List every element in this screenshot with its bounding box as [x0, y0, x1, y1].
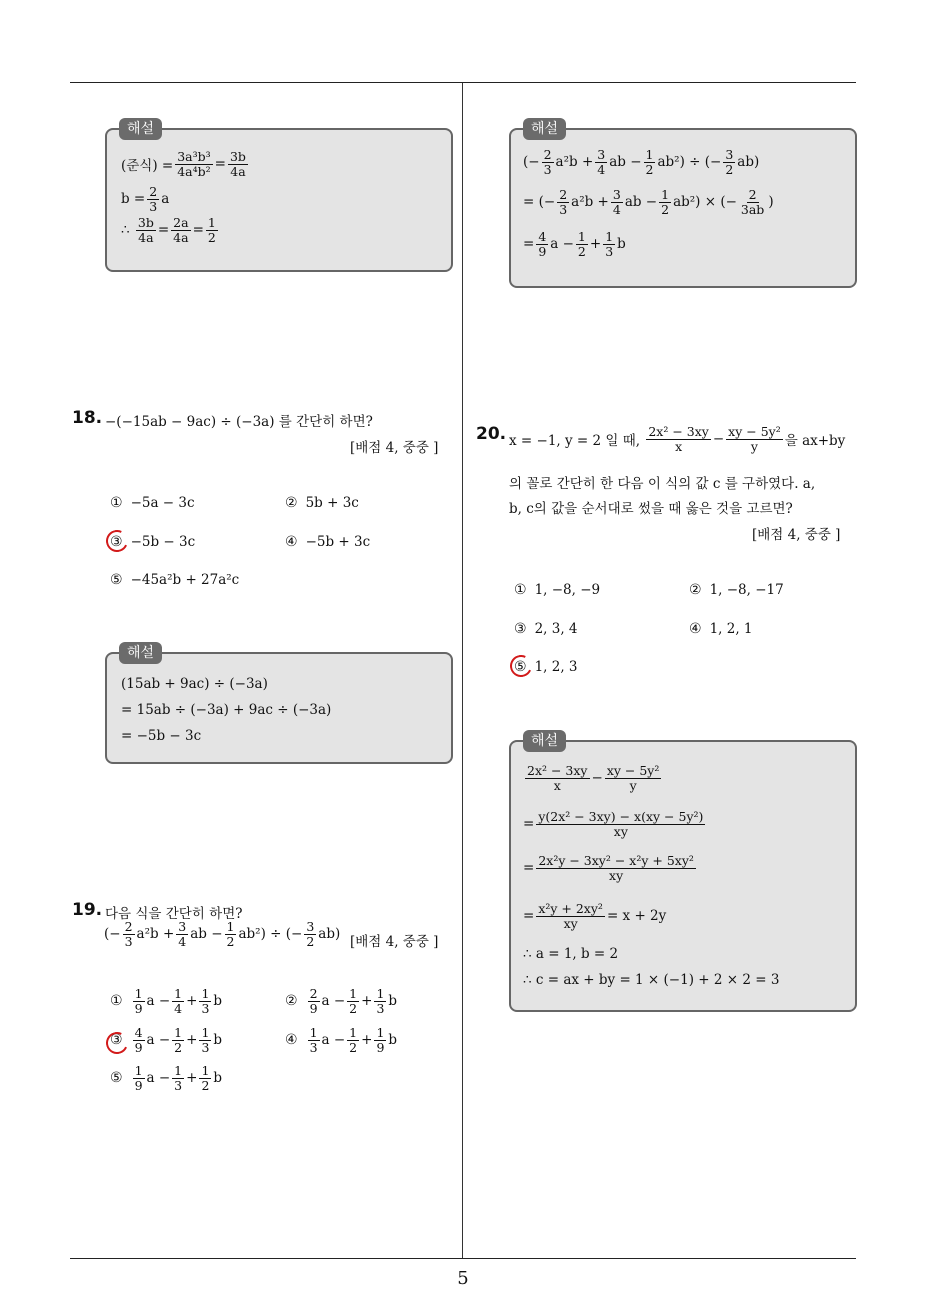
- solution-line: = 15ab ÷ (−3a) + 9ac ÷ (−3a): [121, 702, 332, 718]
- solution-box-18: [105, 645, 453, 764]
- solution-line: ∴ a = 1, b = 2: [523, 946, 619, 962]
- choice-item[interactable]: ② 5b + 3c: [285, 495, 359, 511]
- choice-item[interactable]: ① $\frac{1}{9}$ a − $\frac{1}{4}$ + $\frac{1}{3}$ b: [110, 986, 223, 1016]
- solution-line: b = $\frac{2}{3}$ a: [121, 184, 170, 214]
- question-number: 18.: [72, 408, 103, 428]
- choice-item[interactable]: ④ $\frac{1}{3}$ a − $\frac{1}{2}$ + $\frac{1}{9}$ b: [285, 1025, 398, 1055]
- question-expression: (− $\frac{2}{3}$ a²b + $\frac{3}{4}$ ab − $\frac{1}{2}$ ab²) ÷ (− $\frac{3}{2}$ ab): [104, 919, 341, 949]
- question-text: 다음 식을 간단히 하면?: [105, 906, 243, 922]
- solution-box-20: [509, 733, 857, 1012]
- top-rule: [70, 82, 856, 83]
- solution-line: ∴ c = ax + by = 1 × (−1) + 2 × 2 = 3: [523, 972, 780, 988]
- choice-item[interactable]: ④ 1, 2, 1: [689, 621, 753, 637]
- question-text: 의 꼴로 간단히 한 다음 이 식의 값 c 를 구하였다. a,: [509, 476, 816, 492]
- solution-line: (− $\frac{2}{3}$ a²b + $\frac{3}{4}$ ab − $\frac{1}{2}$ ab²) ÷ (− $\frac{3}{2}$ ab): [523, 147, 760, 177]
- question-number: 19.: [72, 900, 103, 920]
- choice-item[interactable]: ③ 2, 3, 4: [514, 621, 578, 637]
- choice-item[interactable]: ⑤ −45a²b + 27a²c: [110, 572, 240, 588]
- solution-tag: 해설: [119, 642, 162, 664]
- solution-line: = $\frac{\text{x²y + 2xy²}}{xy}$ = x + 2y: [523, 901, 667, 931]
- solution-line: (준식) = $\frac{\text{3a³b³}}{\text{4a⁴b²}}$ = $\frac{3b}{4a}$: [121, 149, 246, 179]
- choice-item[interactable]: ⑤ $\frac{1}{9}$ a − $\frac{1}{3}$ + $\frac{1}{2}$ b: [110, 1063, 223, 1093]
- question-number: 20.: [476, 424, 507, 444]
- points-label: [배점 4, 중중 ]: [350, 934, 439, 950]
- question-text: x = −1, y = 2 일 때, $\frac{\text{2x² − 3xy}}{x}$ − $\frac{\text{xy − 5y²}}{y}$ 을 ax+by: [509, 424, 846, 454]
- choice-item[interactable]: ① 1, −8, −9: [514, 582, 601, 598]
- choice-item[interactable]: ④ −5b + 3c: [285, 534, 371, 550]
- solution-box-19: [509, 121, 857, 288]
- solution-line: = $\frac{\text{y(2x² − 3xy) − x(xy − 5y²)}}{xy}$: [523, 809, 704, 839]
- solution-tag: 해설: [119, 118, 162, 140]
- bottom-rule: [70, 1258, 856, 1259]
- solution-line: = (− $\frac{2}{3}$ a²b + $\frac{3}{4}$ ab − $\frac{1}{2}$ ab²) × (− $\frac{2}{3ab}$ ): [523, 187, 774, 217]
- points-label: [배점 4, 중중 ]: [752, 527, 841, 543]
- solution-line: $\frac{\text{2x² − 3xy}}{x}$ − $\frac{\text{xy − 5y²}}{y}$: [527, 763, 660, 793]
- solution-box-17: [105, 121, 453, 272]
- choice-item[interactable]: ② 1, −8, −17: [689, 582, 784, 598]
- solution-line: = −5b − 3c: [121, 728, 202, 744]
- answer-circle-mark: [507, 652, 535, 680]
- question-text: b, c의 값을 순서대로 썼을 때 옳은 것을 고르면?: [509, 501, 793, 517]
- points-label: [배점 4, 중중 ]: [350, 440, 439, 456]
- solution-line: = $\frac{4}{9}$ a − $\frac{1}{2}$ + $\frac{1}{3}$ b: [523, 229, 626, 259]
- choice-item[interactable]: ③ $\frac{4}{9}$ a − $\frac{1}{2}$ + $\frac{1}{3}$ b: [110, 1025, 223, 1055]
- page-number: 5: [457, 1268, 469, 1289]
- choice-item[interactable]: ③ −5b − 3c: [110, 534, 196, 550]
- choice-item[interactable]: ② $\frac{2}{9}$ a − $\frac{1}{2}$ + $\frac{1}{3}$ b: [285, 986, 398, 1016]
- choice-item[interactable]: ⑤ 1, 2, 3: [514, 659, 578, 675]
- column-divider: [462, 83, 463, 1258]
- solution-line: ∴ $\frac{3b}{4a}$ = $\frac{2a}{4a}$ = $\frac{1}{2}$: [121, 215, 216, 245]
- solution-line: (15ab + 9ac) ÷ (−3a): [121, 676, 268, 692]
- answer-circle-mark: [103, 527, 131, 555]
- choice-item[interactable]: ① −5a − 3c: [110, 495, 195, 511]
- solution-tag: 해설: [523, 730, 566, 752]
- solution-tag: 해설: [523, 118, 566, 140]
- question-text: −(−15ab − 9ac) ÷ (−3a) 를 간단히 하면?: [105, 414, 373, 430]
- solution-line: = $\frac{\text{2x²y − 3xy² − x²y + 5xy²}}{xy}$: [523, 853, 694, 883]
